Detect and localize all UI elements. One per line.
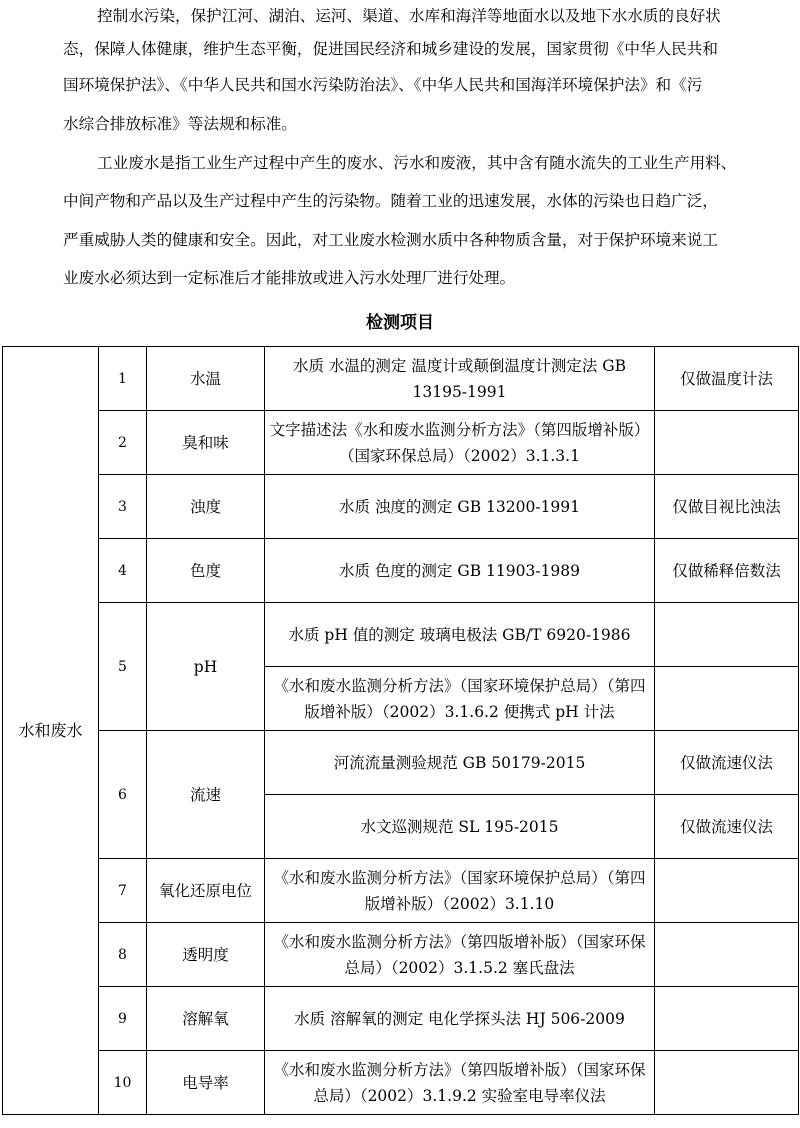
standard-method: 《水和废水监测分析方法》（第四版增补版）（国家环保总局）（2002）3.1.5.2 塞氏盘法 [265,923,655,987]
table-row [3,411,799,475]
standard-method: 《水和废水监测分析方法》（国家环境保护总局）（第四版增补版）（2002）3.1.10 [265,859,655,923]
method-note [655,411,799,475]
method-note [655,859,799,923]
table-row [3,475,799,539]
row-number: 1 [99,347,147,411]
row-number: 6 [99,731,147,859]
method-note [655,1051,799,1115]
item-name: 色度 [147,539,265,603]
table-row [3,923,799,987]
item-name: 氧化还原电位 [147,859,265,923]
row-number: 10 [99,1051,147,1115]
paragraph-1-line: 态，保障人体健康，维护生态平衡，促进国民经济和城乡建设的发展，国家贯彻《中华人民共和 [63,40,718,58]
detection-items-table [2,346,799,1115]
method-note [655,603,799,667]
item-name: 溶解氧 [147,987,265,1051]
table-row [3,859,799,923]
standard-method: 水质 水温的测定 温度计或颠倒温度计测定法 GB 13195-1991 [265,347,655,411]
table-row [3,1051,799,1115]
table-row [3,987,799,1051]
item-name: 电导率 [147,1051,265,1115]
row-number: 9 [99,987,147,1051]
paragraph-2-line: 业废水必须达到一定标准后才能排放或进入污水处理厂进行处理。 [63,269,516,287]
item-name: 水温 [147,347,265,411]
row-number: 5 [99,603,147,731]
item-name: 浊度 [147,475,265,539]
paragraph-1-line: 水综合排放标准》等法规和标准。 [63,115,297,133]
row-number: 8 [99,923,147,987]
standard-method: 水质 pH 值的测定 玻璃电极法 GB/T 6920-1986 [265,603,655,667]
row-number: 3 [99,475,147,539]
table-row [3,731,799,795]
method-note: 仅做流速仪法 [655,731,799,795]
standard-method: 水文巡测规范 SL 195-2015 [265,795,655,859]
item-name: 臭和味 [147,411,265,475]
paragraph-2-line: 严重威胁人类的健康和安全。因此，对工业废水检测水质中各种物质含量，对于保护环境来说工 [63,231,718,249]
paragraph-2-line: 工业废水是指工业生产过程中产生的废水、污水和废液，其中含有随水流失的工业生产用料、 [97,154,737,172]
method-note: 仅做目视比浊法 [655,475,799,539]
method-note: 仅做流速仪法 [655,795,799,859]
standard-method: 《水和废水监测分析方法》（第四版增补版）（国家环保总局）（2002）3.1.9.2 实验室电导率仪法 [265,1051,655,1115]
row-number: 2 [99,411,147,475]
section-title: 检测项目 [366,313,434,333]
table-row [3,539,799,603]
method-note [655,987,799,1051]
item-name: pH [147,603,265,731]
method-note: 仅做温度计法 [655,347,799,411]
standard-method: 河流流量测验规范 GB 50179-2015 [265,731,655,795]
method-note [655,667,799,731]
table-row [3,603,799,667]
item-name: 透明度 [147,923,265,987]
standard-method: 水质 浊度的测定 GB 13200-1991 [265,475,655,539]
standard-method: 水质 色度的测定 GB 11903-1989 [265,539,655,603]
row-number: 7 [99,859,147,923]
paragraph-1-line: 国环境保护法》、《中华人民共和国水污染防治法》、《中华人民共和国海洋环境保护法》和《污 [63,76,703,94]
item-name: 流速 [147,731,265,859]
standard-method: 水质 溶解氧的测定 电化学探头法 HJ 506-2009 [265,987,655,1051]
method-note: 仅做稀释倍数法 [655,539,799,603]
category-cell: 水和废水 [3,347,99,1115]
paragraph-2-line: 中间产物和产品以及生产过程中产生的污染物。随着工业的迅速发展，水体的污染也日趋广泛， [63,192,718,210]
table-row [3,347,799,411]
method-note [655,923,799,987]
paragraph-1-line: 控制水污染，保护江河、湖泊、运河、渠道、水库和海洋等地面水以及地下水水质的良好状 [97,7,721,25]
standard-method: 《水和废水监测分析方法》（国家环境保护总局）（第四版增补版）（2002）3.1.6.2 便携式 pH 计法 [265,667,655,731]
row-number: 4 [99,539,147,603]
standard-method: 文字描述法《水和废水监测分析方法》（第四版增补版）（国家环保总局）（2002）3.1.3.1 [265,411,655,475]
